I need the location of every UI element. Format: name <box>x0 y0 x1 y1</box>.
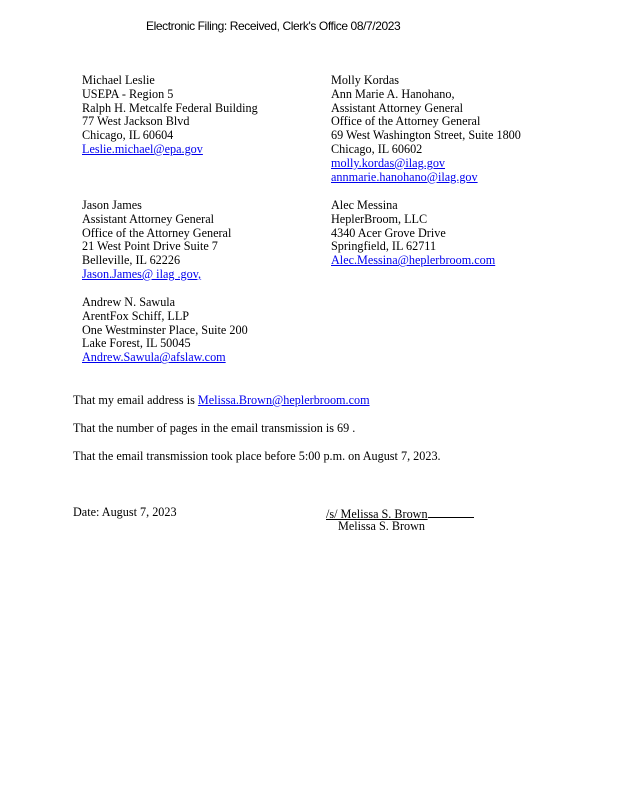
contact-line: Ann Marie A. Hanohano, <box>331 86 455 101</box>
contact-name: Alec Messina <box>331 198 398 212</box>
printed-signer-name: Melissa S. Brown <box>338 519 426 533</box>
signature-rule <box>428 506 474 518</box>
contact-line: Chicago, IL 60602 <box>331 141 423 156</box>
contact-email-link[interactable]: Andrew.Sawula@afslaw.com <box>82 350 226 365</box>
service-contact-jason-james <box>82 199 231 282</box>
contact-name: Jason James <box>82 198 142 212</box>
statement-text: That my email address is <box>73 393 198 407</box>
contact-email-link[interactable]: Jason.James@ ilag .gov, <box>82 266 202 281</box>
service-contact-andrew-sawula <box>82 296 248 365</box>
contact-email-link[interactable]: annmarie.hanohano@ilag.gov <box>331 169 478 184</box>
contact-name: Michael Leslie <box>82 73 155 87</box>
contact-line: Lake Forest, IL 50045 <box>82 336 191 351</box>
contact-line: Assistant Attorney General <box>331 100 464 115</box>
contact-line: ArentFox Schiff, LLP <box>82 308 190 323</box>
transmission-time-statement: That the email transmission took place before 5:00 p.m. on August 7, 2023. <box>73 449 441 463</box>
sender-email-link[interactable]: Melissa.Brown@heplerbroom.com <box>197 393 370 407</box>
contact-line: Assistant Attorney General <box>82 211 215 226</box>
service-contact-michael-leslie <box>82 74 258 157</box>
contact-line: HeplerBroom, LLC <box>331 211 428 226</box>
service-contact-alec-messina <box>331 199 495 268</box>
contact-line: USEPA - Region 5 <box>82 86 174 101</box>
contact-email-link[interactable]: molly.kordas@ilag.gov <box>331 155 446 170</box>
contact-line: Ralph H. Metcalfe Federal Building <box>82 100 258 115</box>
contact-name: Andrew N. Sawula <box>82 295 176 309</box>
contact-line: Office of the Attorney General <box>331 114 481 129</box>
contact-line: 69 West Washington Street, Suite 1800 <box>331 128 521 143</box>
page-count-statement: That the number of pages in the email transmission is 69 . <box>73 421 356 435</box>
electronic-filing-header: Electronic Filing: Received, Clerk's Office 08/7/2023 <box>146 19 401 33</box>
contact-line: 77 West Jackson Blvd <box>82 114 190 129</box>
contact-line: Springfield, IL 62711 <box>331 239 437 254</box>
contact-line: Chicago, IL 60604 <box>82 128 174 143</box>
service-contact-molly-kordas <box>331 74 521 184</box>
date-line: Date: August 7, 2023 <box>73 505 177 519</box>
contact-email-link[interactable]: Alec.Messina@heplerbroom.com <box>331 253 496 268</box>
contact-line: 21 West Point Drive Suite 7 <box>82 239 218 254</box>
contact-name: Molly Kordas <box>331 73 400 87</box>
contact-line: Belleville, IL 62226 <box>82 253 181 268</box>
email-address-statement <box>73 393 370 408</box>
contact-line: One Westminster Place, Suite 200 <box>82 322 248 337</box>
contact-email-link[interactable]: Leslie.michael@epa.gov <box>82 141 203 156</box>
contact-line: 4340 Acer Grove Drive <box>331 225 446 240</box>
electronic-signature: /s/ Melissa S. Brown <box>326 507 428 521</box>
contact-line: Office of the Attorney General <box>82 225 232 240</box>
